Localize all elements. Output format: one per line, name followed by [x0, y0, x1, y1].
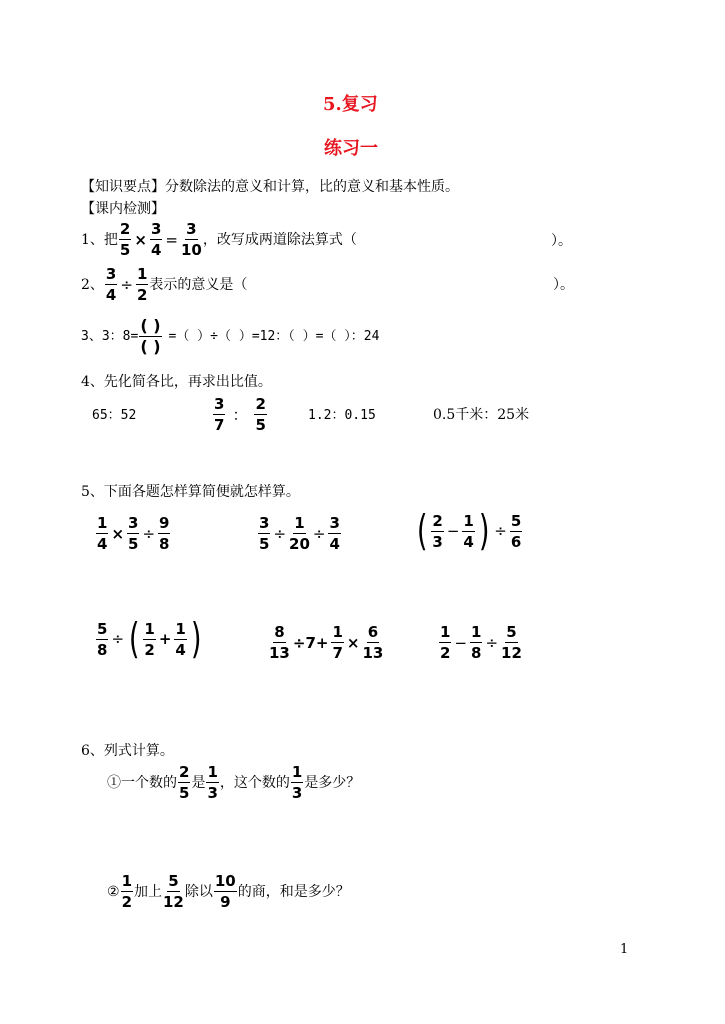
q5-expression-2: $\frac{3}{5}$ ÷ $\frac{1}{20}$ ÷ $\frac{3}{4}$: [259, 514, 340, 553]
q1-text: ，改写成两道除法算式（: [202, 231, 357, 248]
q4-item-3: 1.2：0.15: [308, 408, 376, 423]
q6-problem-2: ② $\frac{1}{2}$ 加上 $\frac{5}{12}$ 除以 $\frac{10}{9}$ 的商，和是多少？: [107, 872, 350, 911]
knowledge-label: 【知识要点】: [81, 179, 165, 195]
q3-prefix: 3、3：8=: [81, 328, 139, 344]
page-subtitle: 练习一: [324, 138, 378, 159]
q2-fraction-1: $\frac{3}{4}$: [105, 265, 117, 304]
q2-close: ）。: [553, 277, 574, 293]
question-2: [81, 266, 247, 303]
q4-fraction-1: $\frac{3}{7}$: [214, 395, 225, 434]
q5-expression-1: $\frac{1}{4}$ × $\frac{3}{5}$ ÷ $\frac{9}{8}$: [97, 514, 170, 553]
q4-item-2: [212, 396, 268, 433]
q1-equals: =: [165, 230, 178, 249]
q2-fraction-2: $\frac{1}{2}$: [136, 265, 148, 304]
q3-blank-fraction: $\frac{( )}{( )}$: [140, 316, 161, 356]
q2-number: 2、: [81, 276, 104, 293]
q1-fraction-1: $\frac{2}{5}$: [119, 220, 131, 259]
q1-number: 1、: [81, 231, 104, 248]
q3-rest: =（ ）÷（ ）=12：（ ）=（ ）：24: [168, 328, 380, 344]
q4-item-4: 0.5千米：25米: [433, 407, 530, 423]
q4-fraction-2: $\frac{2}{5}$: [255, 395, 266, 434]
question-1: [81, 221, 357, 258]
q5-expression-6: $\frac{1}{2}$ − $\frac{1}{8}$ ÷ $\frac{5}{12}$: [440, 623, 522, 662]
q2-operator: ÷: [120, 275, 133, 294]
q5-expression-5: $\frac{8}{13}$ ÷7+ $\frac{1}{7}$ × $\frac{6}{13}$: [269, 623, 384, 662]
q1-close: ）。: [551, 233, 572, 249]
q6-text: 6、列式计算。: [81, 743, 174, 759]
q5-text: 5、下面各题怎样算简便就怎样算。: [81, 484, 300, 500]
q5-expression-3: ( $\frac{2}{3}$ − $\frac{1}{4}$ ) ÷ $\frac{5}{6}$: [416, 506, 522, 555]
question-3: [81, 318, 379, 355]
q4-colon: ：: [232, 405, 248, 424]
knowledge-points: [81, 178, 459, 196]
q4-item-1: 65：52: [92, 408, 137, 423]
knowledge-text: 分数除法的意义和计算，比的意义和基本性质。: [165, 179, 459, 195]
q4-text: 4、先化简各比，再求出比值。: [81, 374, 272, 390]
q1-fraction-3: $\frac{3}{10}$: [180, 220, 202, 259]
page-number: 1: [620, 942, 629, 957]
q1-prefix: 把: [103, 231, 118, 248]
q5-expression-4: $\frac{5}{8}$ ÷ ( $\frac{1}{2}$ + $\frac{1}{4}$ ): [97, 614, 202, 663]
q6-problem-1: ①一个数的 $\frac{2}{5}$ 是 $\frac{1}{3}$ ，这个数的 $\frac{1}{3}$ 是多少？: [107, 763, 361, 802]
page-title: 5.复习: [323, 94, 378, 115]
q2-text: 表示的意义是（: [149, 276, 248, 293]
q1-operator: ×: [134, 230, 147, 249]
inclass-label: 【课内检测】: [81, 201, 165, 217]
q1-fraction-2: $\frac{3}{4}$: [150, 220, 162, 259]
